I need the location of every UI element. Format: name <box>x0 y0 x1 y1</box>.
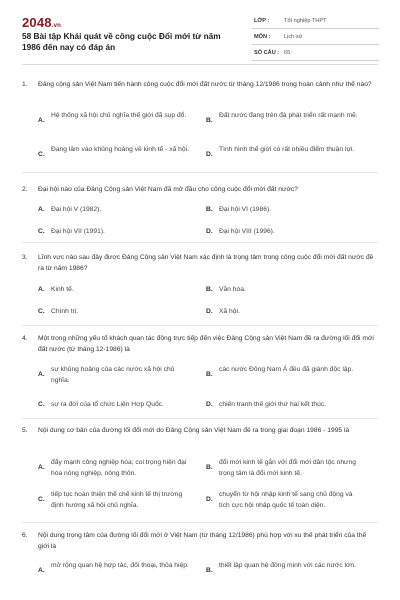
question-divider <box>22 522 378 523</box>
logo-suffix: .vn <box>51 23 62 29</box>
option-text: Kinh tế. <box>51 286 74 293</box>
question-text: Nội dung trọng tâm của đường lối đổi mới ở Việt Nam (từ tháng 12/1986) phù hợp với xu thế phát triển của thế giới là <box>38 532 367 550</box>
option-letter: A. <box>38 206 45 213</box>
question-text: Đại hội nào của Đảng Cộng sản Việt Nam đã mở đầu cho công cuộc đổi mới đất nước? <box>38 186 298 193</box>
meta-table <box>252 13 379 61</box>
option-text: Đại hội VIII (1996). <box>219 228 275 235</box>
question-divider <box>22 172 378 173</box>
option-letter: D. <box>206 308 213 315</box>
option-letter: A. <box>38 117 45 124</box>
option-text: tiếp tục hoàn thiện thể chế kinh tế thị trường định hướng xã hội chủ nghĩa. <box>51 491 183 509</box>
option-letter: B. <box>206 464 213 471</box>
question-number: 2. <box>22 186 28 193</box>
option-text: Đất nước đang trên đà phát triển rất mạnh mẽ. <box>219 112 358 119</box>
option-text: sự ra đời của tổ chức Liên Hợp Quốc. <box>51 401 164 408</box>
option-letter: B. <box>206 206 213 213</box>
option-text: Xã hội. <box>219 308 240 315</box>
question-number: 3. <box>22 254 28 261</box>
option-text: Hệ thống xã hội chủ nghĩa thế giới đã sụp đổ. <box>51 112 187 119</box>
meta-value: Lịch sử <box>284 34 303 40</box>
meta-key: LỚP : <box>254 18 270 24</box>
question-text: Lĩnh vực nào sau đây được Đảng Cộng sản Việt Nam xác định là trọng tâm trong công cuộc đổi mới đất nước đề ra từ năm 1986? <box>38 254 374 272</box>
meta-value: Tốt nghiệp THPT <box>284 18 327 24</box>
option-letter: C. <box>38 401 45 408</box>
option-text: Đại hội VII (1991). <box>51 228 105 235</box>
option-text: chuyển từ hội nhập kinh tế sang chủ động và tích cực hội nhập quốc tế toàn diện. <box>219 491 353 509</box>
option-letter: A. <box>38 371 45 378</box>
option-letter: A. <box>38 286 45 293</box>
question-divider <box>22 418 378 419</box>
logo-main: 2048 <box>22 15 52 30</box>
option-text: Văn hóa. <box>219 286 246 293</box>
option-text: sự khủng hoảng của các nước xã hội chủ nghĩa. <box>51 366 175 384</box>
option-letter: C. <box>38 496 45 503</box>
question-divider <box>22 242 378 243</box>
question-number: 4. <box>22 335 28 342</box>
question-number: 1. <box>22 81 28 88</box>
option-letter: D. <box>206 228 213 235</box>
option-letter: D. <box>206 401 213 408</box>
option-text: Tình hình thế giới có rất nhiều điểm thuận lợi. <box>219 146 355 153</box>
question-divider <box>22 325 378 326</box>
header-divider <box>22 64 378 65</box>
option-text: Đại hội VI (1986). <box>219 206 272 213</box>
question-number: 6. <box>22 532 28 539</box>
option-letter: A. <box>38 567 45 574</box>
option-text: đổi mới kinh tế gắn với đổi mới dân tộc nhưng trọng tâm là đổi mới kinh tế. <box>219 459 356 477</box>
option-text: Đại hội V (1982). <box>51 206 102 213</box>
site-logo[interactable] <box>22 15 61 30</box>
option-letter: B. <box>206 286 213 293</box>
option-text: mở rộng quan hệ hợp tác, đối thoại, thỏa hiệp. <box>51 562 189 569</box>
question-text: Một trong những yếu tố khách quan tác động trực tiếp đến việc Đảng Cộng sản Việt Nam đề ra đường lối đổi mới đất nước (từ tháng 12-1986) là <box>38 335 374 353</box>
option-text: chiến tranh thế giới thứ hai kết thúc. <box>219 401 327 408</box>
document-title: 58 Bài tập Khái quát về công cuộc Đổi mới từ năm 1986 đến nay có đáp án <box>22 31 221 52</box>
option-letter: C. <box>38 308 45 315</box>
option-text: Đang lâm vào khủng hoảng về kinh tế - xã hội. <box>51 146 189 153</box>
meta-row-count <box>252 45 379 61</box>
option-text: Chính trị. <box>51 308 79 315</box>
option-text: các nước Đông Nam Á đều đã giành độc lập. <box>219 366 354 373</box>
option-letter: C. <box>38 228 45 235</box>
option-letter: D. <box>206 496 213 503</box>
option-letter: B. <box>206 371 213 378</box>
option-letter: D. <box>206 151 213 158</box>
meta-key: SỐ CÂU : <box>254 50 280 56</box>
option-text: đẩy mạnh công nghiệp hóa; coi trọng hiện đại hóa nông nghiệp, nông thôn. <box>51 459 187 477</box>
question-number: 5. <box>22 427 28 434</box>
meta-row-subject <box>252 29 379 45</box>
meta-row-class <box>252 13 379 29</box>
question-text: Đảng cộng sản Việt Nam tiến hành công cuộc đổi mới đất nước từ tháng 12/1986 trong hoàn cảnh như thế nào? <box>38 81 372 88</box>
option-text: thiết lập quan hệ đồng minh với các nước lớn. <box>219 562 356 569</box>
meta-key: MÔN : <box>254 34 271 40</box>
meta-value: 65 <box>284 50 291 56</box>
option-letter: C. <box>38 151 45 158</box>
question-text: Nội dung cơ bản của đường lối đổi mới do Đảng Cộng sản Việt Nam đề ra trong giai đoạn 1986 - 1995 là <box>38 427 350 434</box>
option-letter: B. <box>206 117 213 124</box>
option-letter: B. <box>206 567 213 574</box>
option-letter: A. <box>38 464 45 471</box>
